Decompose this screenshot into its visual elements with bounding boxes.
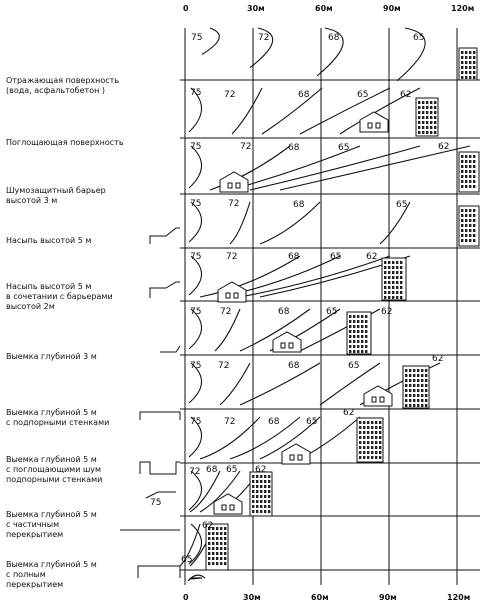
contour-value: 68: [288, 252, 300, 262]
row-label: Выемка глубиной 5 м с поглощающими шум подпорными стенками: [6, 455, 103, 484]
row-label: Выемка глубиной 5 м с подпорными стенками: [6, 408, 110, 427]
row-label: Поглощающая поверхность: [6, 138, 124, 147]
row-label: Насыпь высотой 5 м в сочетании с барьерами высотой 2м: [6, 282, 113, 311]
contour-value: 72: [240, 142, 252, 152]
contour-value: 62: [366, 252, 378, 262]
bottom-axis-tick: 0: [183, 593, 189, 602]
contour-value: 68: [328, 33, 340, 43]
apartment-building-icon: [403, 366, 429, 408]
row-label: Выемка глубиной 5 м с частичным перекрытием: [6, 510, 97, 539]
contour-value: 75: [190, 307, 202, 317]
contour-value: 75: [190, 88, 202, 98]
contour-value: 65: [348, 361, 360, 371]
contour-value: 72: [220, 307, 232, 317]
contour-value: 65: [357, 90, 369, 100]
contour-value: 62: [438, 142, 450, 152]
house-icon: [360, 112, 388, 132]
house-icon: [282, 444, 310, 464]
contour-value: 65: [330, 252, 342, 262]
contour-value: 75: [190, 199, 202, 209]
row-label: Насыпь высотой 5 м: [6, 236, 92, 245]
contour-value: 68: [288, 143, 300, 153]
row-label: Выемка глубиной 3 м: [6, 352, 97, 361]
house-icon: [273, 332, 301, 352]
row-label: Отражающая поверхность (вода, асфальтобетон ): [6, 76, 120, 95]
contour-value: 68: [293, 200, 305, 210]
contour-value: 62: [381, 307, 393, 317]
contour-value: 68: [278, 307, 290, 317]
contour-value: 65: [413, 33, 425, 43]
apartment-building-icon: [459, 48, 477, 80]
apartment-building-icon: [459, 206, 479, 246]
contour-value: 75: [150, 498, 162, 508]
contour-value: 68: [268, 417, 280, 427]
contour-curve: [240, 363, 320, 405]
bottom-axis-tick: 90м: [379, 593, 397, 602]
contour-value: 72: [189, 467, 201, 477]
contour-value: 72: [228, 199, 240, 209]
contour-curve: [200, 256, 300, 297]
contour-value: 62: [202, 521, 214, 531]
building-icons: [206, 48, 479, 570]
contour-value: 72: [258, 33, 270, 43]
top-axis-tick: 120м: [451, 4, 475, 13]
bottom-axis-tick: 60м: [311, 593, 329, 602]
contour-value: 68: [288, 361, 300, 371]
apartment-building-icon: [357, 418, 383, 462]
contour-value: 65: [338, 143, 350, 153]
apartment-building-icon: [416, 98, 438, 136]
contour-value: 65: [306, 417, 318, 427]
bottom-axis-tick: 30м: [243, 593, 261, 602]
contour-value: 75: [191, 33, 203, 43]
contour-value: 65: [226, 465, 238, 475]
top-axis-tick: 60м: [315, 4, 333, 13]
apartment-building-icon: [459, 152, 479, 192]
row-label: Выемка глубиной 5 м с полным перекрытием: [6, 560, 97, 589]
top-axis-tick: 90м: [383, 4, 401, 13]
bottom-axis-tick: 120м: [447, 593, 471, 602]
contour-value: 75: [190, 252, 202, 262]
contour-curve: [232, 88, 262, 134]
contour-curve: [202, 28, 219, 54]
top-axis: [183, 4, 474, 13]
apartment-building-icon: [347, 312, 371, 354]
contour-value: 75: [190, 142, 202, 152]
contour-value: 75: [190, 361, 202, 371]
contour-value: 62: [400, 90, 412, 100]
top-axis-tick: 30м: [247, 4, 265, 13]
contour-value: 62: [432, 354, 444, 364]
contour-value: 65: [181, 555, 193, 565]
contour-curve: [280, 146, 470, 190]
bottom-axis: [183, 593, 470, 602]
contour-value: 72: [224, 417, 236, 427]
contour-value: 68: [298, 90, 310, 100]
contour-curve: [260, 202, 320, 244]
contour-value: 72: [218, 361, 230, 371]
apartment-building-icon: [250, 472, 272, 516]
top-axis-tick: 0: [183, 4, 189, 13]
row-label: Шумозащитный барьер высотой 3 м: [6, 186, 106, 205]
contour-value: 65: [396, 200, 408, 210]
contour-curve: [189, 146, 202, 188]
contour-value: 72: [226, 252, 238, 262]
contour-value: 62: [343, 408, 355, 418]
apartment-building-icon: [382, 258, 406, 300]
contour-curve: [250, 146, 420, 190]
contour-value: 72: [224, 90, 236, 100]
contour-value: 62: [255, 465, 267, 475]
contour-value: 75: [190, 417, 202, 427]
contour-value: 65: [326, 307, 338, 317]
contour-value: 68: [206, 465, 218, 475]
